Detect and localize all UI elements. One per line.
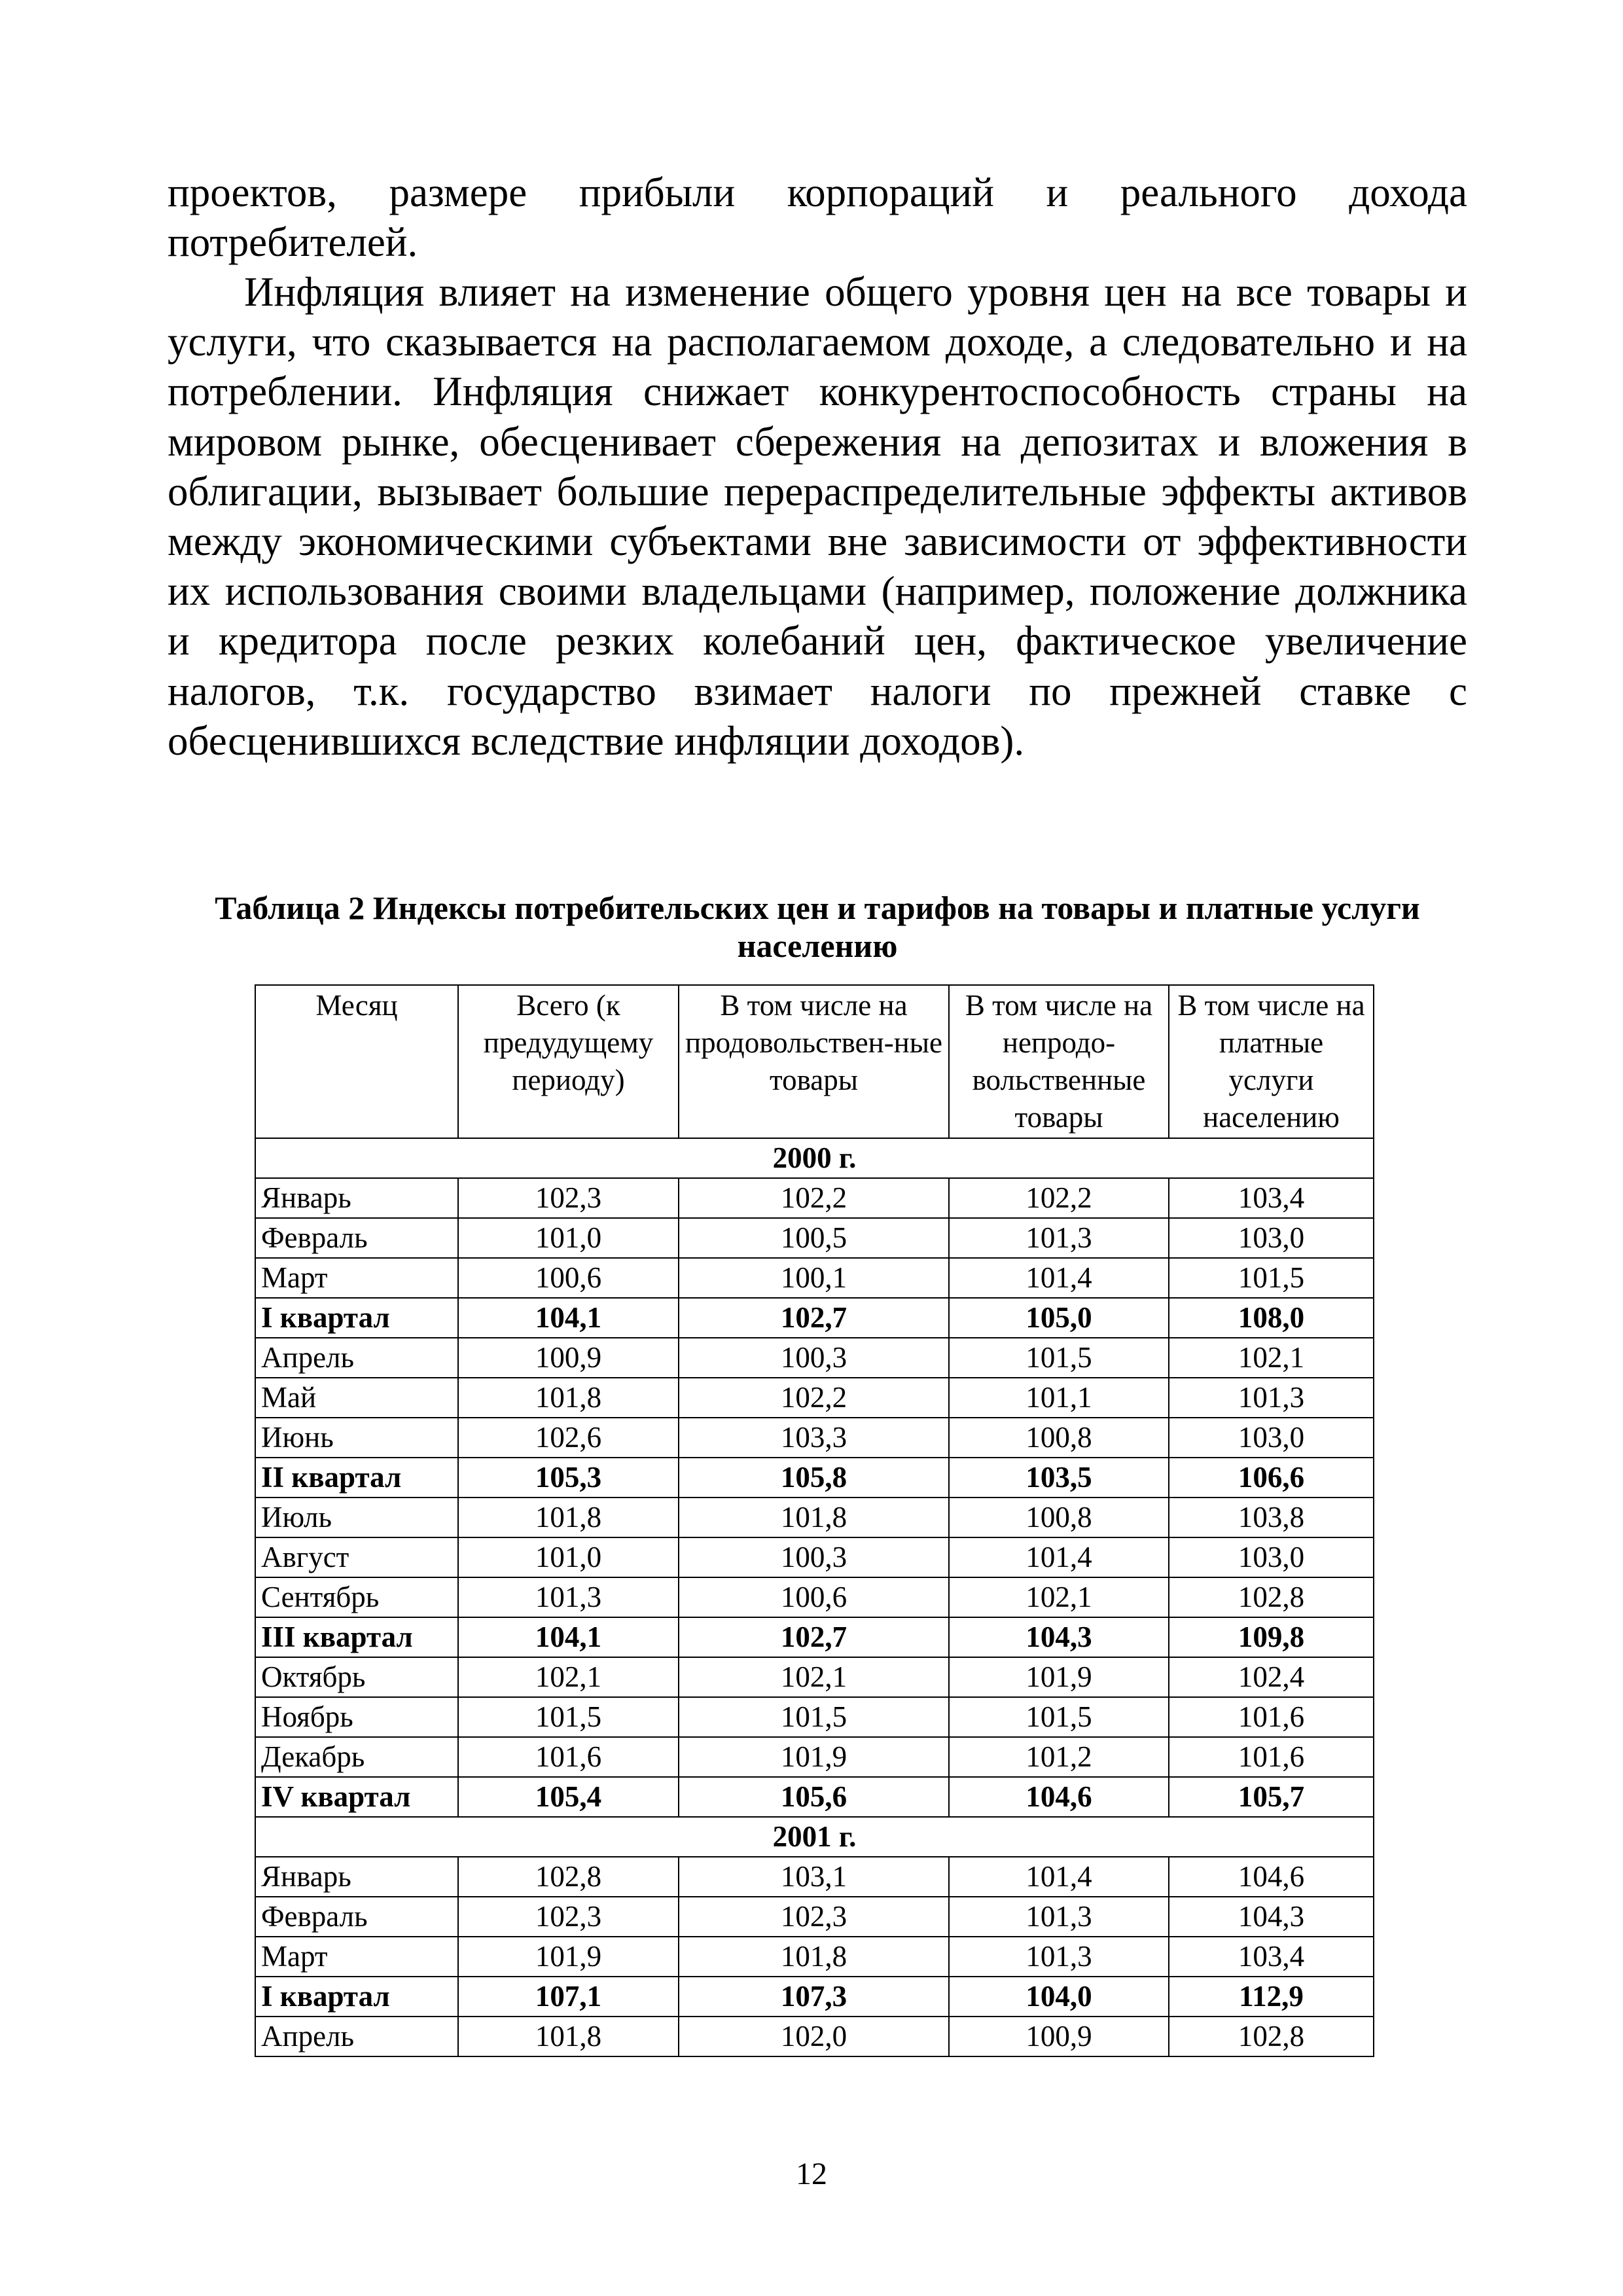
table-row xyxy=(255,1937,1374,1977)
value-cell: 101,8 xyxy=(458,2017,679,2056)
value-cell: 100,5 xyxy=(679,1218,949,1258)
value-cell: 101,1 xyxy=(949,1378,1169,1418)
header-total: Всего (к предудущему периоду) xyxy=(458,985,679,1138)
value-cell: 106,6 xyxy=(1169,1458,1374,1498)
value-cell: 101,5 xyxy=(1169,1258,1374,1298)
quarter-row xyxy=(255,1617,1374,1657)
value-cell: 100,9 xyxy=(458,1338,679,1378)
table-row xyxy=(255,1697,1374,1737)
value-cell: 104,0 xyxy=(949,1977,1169,2017)
value-cell: 103,5 xyxy=(949,1458,1169,1498)
value-cell: 105,3 xyxy=(458,1458,679,1498)
value-cell: 101,6 xyxy=(1169,1697,1374,1737)
value-cell: 101,4 xyxy=(949,1857,1169,1897)
month-cell: Февраль xyxy=(255,1897,458,1937)
value-cell: 101,4 xyxy=(949,1537,1169,1577)
value-cell: 101,9 xyxy=(458,1937,679,1977)
value-cell: 103,1 xyxy=(679,1857,949,1897)
value-cell: 100,6 xyxy=(679,1577,949,1617)
table-row xyxy=(255,1418,1374,1458)
value-cell: 101,9 xyxy=(679,1737,949,1777)
month-cell: Май xyxy=(255,1378,458,1418)
value-cell: 101,2 xyxy=(949,1737,1169,1777)
value-cell: 101,3 xyxy=(949,1897,1169,1937)
value-cell: 104,6 xyxy=(1169,1857,1374,1897)
value-cell: 102,0 xyxy=(679,2017,949,2056)
table-row xyxy=(255,1218,1374,1258)
month-cell: Январь xyxy=(255,1178,458,1218)
value-cell: 101,3 xyxy=(949,1937,1169,1977)
month-cell: Март xyxy=(255,1937,458,1977)
year-row xyxy=(255,1817,1374,1857)
value-cell: 101,0 xyxy=(458,1537,679,1577)
value-cell: 102,3 xyxy=(458,1897,679,1937)
value-cell: 101,8 xyxy=(458,1498,679,1537)
value-cell: 102,2 xyxy=(679,1178,949,1218)
value-cell: 104,3 xyxy=(949,1617,1169,1657)
value-cell: 100,1 xyxy=(679,1258,949,1298)
value-cell: 101,3 xyxy=(1169,1378,1374,1418)
table-row xyxy=(255,1737,1374,1777)
value-cell: 103,0 xyxy=(1169,1418,1374,1458)
month-cell: II квартал xyxy=(255,1458,458,1498)
page-number: 12 xyxy=(796,2157,827,2191)
value-cell: 102,1 xyxy=(458,1657,679,1697)
value-cell: 102,1 xyxy=(1169,1338,1374,1378)
table-row xyxy=(255,1857,1374,1897)
cpi-table xyxy=(255,984,1374,2057)
month-cell: Сентябрь xyxy=(255,1577,458,1617)
value-cell: 102,3 xyxy=(679,1897,949,1937)
value-cell: 101,5 xyxy=(679,1697,949,1737)
value-cell: 104,3 xyxy=(1169,1897,1374,1937)
header-month: Месяц xyxy=(255,985,458,1138)
month-cell: Апрель xyxy=(255,1338,458,1378)
quarter-row xyxy=(255,1458,1374,1498)
value-cell: 104,1 xyxy=(458,1298,679,1338)
month-cell: Апрель xyxy=(255,2017,458,2056)
value-cell: 104,1 xyxy=(458,1617,679,1657)
month-cell: Июль xyxy=(255,1498,458,1537)
month-cell: Февраль xyxy=(255,1218,458,1258)
value-cell: 103,4 xyxy=(1169,1937,1374,1977)
value-cell: 105,4 xyxy=(458,1777,679,1817)
year-row xyxy=(255,1138,1374,1178)
table-header-row xyxy=(255,985,1374,1138)
month-cell: Январь xyxy=(255,1857,458,1897)
value-cell: 101,5 xyxy=(949,1697,1169,1737)
value-cell: 105,6 xyxy=(679,1777,949,1817)
table-row xyxy=(255,2017,1374,2056)
value-cell: 102,2 xyxy=(949,1178,1169,1218)
value-cell: 103,3 xyxy=(679,1418,949,1458)
year-label: 2001 г. xyxy=(255,1817,1374,1857)
month-cell: Март xyxy=(255,1258,458,1298)
quarter-row xyxy=(255,1977,1374,2017)
value-cell: 101,8 xyxy=(679,1498,949,1537)
month-cell: Август xyxy=(255,1537,458,1577)
year-label: 2000 г. xyxy=(255,1138,1374,1178)
value-cell: 103,8 xyxy=(1169,1498,1374,1537)
value-cell: 102,1 xyxy=(679,1657,949,1697)
table-row xyxy=(255,1338,1374,1378)
table-row xyxy=(255,1258,1374,1298)
value-cell: 102,8 xyxy=(1169,2017,1374,2056)
value-cell: 100,9 xyxy=(949,2017,1169,2056)
table-caption: Таблица 2 Индексы потребительских цен и тарифов на товары и платные услуги населению xyxy=(215,889,1420,964)
value-cell: 112,9 xyxy=(1169,1977,1374,2017)
value-cell: 100,8 xyxy=(949,1418,1169,1458)
value-cell: 103,0 xyxy=(1169,1537,1374,1577)
value-cell: 101,0 xyxy=(458,1218,679,1258)
value-cell: 100,6 xyxy=(458,1258,679,1298)
table-row xyxy=(255,1897,1374,1937)
paragraph-inflation: Инфляция влияет на изменение общего уровня цен на все товары и услуги, что сказывается на располагаемом доходе, а следовательно и на потреблении. Инфляция снижает конкурентоспособность страны на мировом рынке, обесценивает сбережения на депозитах и вложения в облигации, вызывает большие перераспределительные эффекты активов между экономическими субъектами вне зависимости от эффективности их использования своими владельцами (например, положение должника и кредитора после резких колебаний цен, фактическое увеличение налогов, т.к. государство взимает налоги по прежней ставке с обесценившихся вследствие инфляции доходов). xyxy=(168,269,1467,764)
value-cell: 101,6 xyxy=(1169,1737,1374,1777)
value-cell: 102,3 xyxy=(458,1178,679,1218)
header-food: В том числе на продовольствен-ные товары xyxy=(679,985,949,1138)
month-cell: I квартал xyxy=(255,1977,458,2017)
value-cell: 103,0 xyxy=(1169,1218,1374,1258)
value-cell: 108,0 xyxy=(1169,1298,1374,1338)
value-cell: 105,7 xyxy=(1169,1777,1374,1817)
value-cell: 102,4 xyxy=(1169,1657,1374,1697)
value-cell: 100,3 xyxy=(679,1537,949,1577)
value-cell: 102,8 xyxy=(1169,1577,1374,1617)
value-cell: 101,3 xyxy=(458,1577,679,1617)
month-cell: I квартал xyxy=(255,1298,458,1338)
header-services: В том числе на платные услуги населению xyxy=(1169,985,1374,1138)
quarter-row xyxy=(255,1298,1374,1338)
table-row xyxy=(255,1657,1374,1697)
table-row xyxy=(255,1537,1374,1577)
month-cell: Октябрь xyxy=(255,1657,458,1697)
table-row xyxy=(255,1577,1374,1617)
value-cell: 102,6 xyxy=(458,1418,679,1458)
month-cell: IV квартал xyxy=(255,1777,458,1817)
value-cell: 101,8 xyxy=(458,1378,679,1418)
value-cell: 109,8 xyxy=(1169,1617,1374,1657)
value-cell: 105,8 xyxy=(679,1458,949,1498)
value-cell: 101,4 xyxy=(949,1258,1169,1298)
value-cell: 101,6 xyxy=(458,1737,679,1777)
table-body xyxy=(255,1138,1374,2056)
value-cell: 101,3 xyxy=(949,1218,1169,1258)
value-cell: 102,8 xyxy=(458,1857,679,1897)
value-cell: 101,5 xyxy=(949,1338,1169,1378)
value-cell: 102,1 xyxy=(949,1577,1169,1617)
value-cell: 103,4 xyxy=(1169,1178,1374,1218)
value-cell: 104,6 xyxy=(949,1777,1169,1817)
quarter-row xyxy=(255,1777,1374,1817)
value-cell: 101,9 xyxy=(949,1657,1169,1697)
paragraph-continuation: проектов, размере прибыли корпораций и реального дохода потребителей. xyxy=(168,170,1467,266)
month-cell: Июнь xyxy=(255,1418,458,1458)
header-nonfood: В том числе на непродо-вольственные товары xyxy=(949,985,1169,1138)
value-cell: 100,3 xyxy=(679,1338,949,1378)
month-cell: Декабрь xyxy=(255,1737,458,1777)
month-cell: Ноябрь xyxy=(255,1697,458,1737)
value-cell: 100,8 xyxy=(949,1498,1169,1537)
value-cell: 107,1 xyxy=(458,1977,679,2017)
value-cell: 101,5 xyxy=(458,1697,679,1737)
value-cell: 101,8 xyxy=(679,1937,949,1977)
table-row xyxy=(255,1178,1374,1218)
table-row xyxy=(255,1378,1374,1418)
value-cell: 107,3 xyxy=(679,1977,949,2017)
value-cell: 102,7 xyxy=(679,1617,949,1657)
table-row xyxy=(255,1498,1374,1537)
value-cell: 105,0 xyxy=(949,1298,1169,1338)
month-cell: III квартал xyxy=(255,1617,458,1657)
value-cell: 102,7 xyxy=(679,1298,949,1338)
value-cell: 102,2 xyxy=(679,1378,949,1418)
